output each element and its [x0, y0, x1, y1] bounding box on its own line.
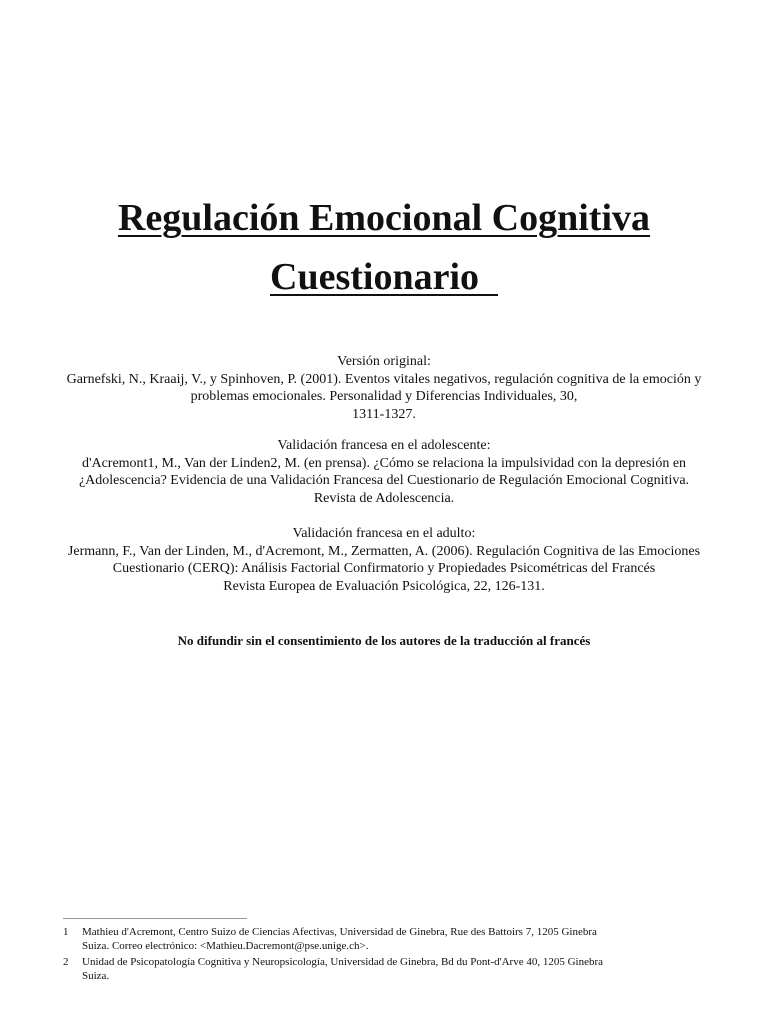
citation-line: 1311-1327.	[352, 406, 416, 422]
footnote-line: Suiza. Correo electrónico: <Mathieu.Dacremont@pse.unige.ch>.	[82, 940, 369, 952]
citation-line: Garnefski, N., Kraaij, V., y Spinhoven, P. (2001). Eventos vitales negativos, regulación cognitiva de la emoción y	[66, 371, 702, 387]
footnote-line: Mathieu d'Acremont, Centro Suizo de Ciencias Afectivas, Universidad de Ginebra, Rue des Battoirs 7, 1205 Ginebra	[82, 926, 597, 938]
section-heading: Validación francesa en el adulto:	[292, 526, 476, 541]
citation-line: Jermann, F., Van der Linden, M., d'Acremont, M., Zermatten, A. (2006). Regulación Cognitiva de las Emociones	[67, 543, 701, 559]
citation-line: Cuestionario (CERQ): Análisis Factorial Confirmatorio y Propiedades Psicométricas del Francés	[112, 561, 656, 576]
section-heading: Versión original:	[337, 354, 431, 369]
footnote-divider	[63, 918, 247, 919]
footnote-1	[63, 925, 663, 953]
citation-line: problemas emocionales. Personalidad y Diferencias Individuales, 30,	[190, 389, 578, 404]
adolescent-validation-section	[40, 437, 728, 507]
distribution-notice: No difundir sin el consentimiento de los autores de la traducción al francés	[177, 633, 591, 648]
citation-line: ¿Adolescencia? Evidencia de una Validación Francesa del Cuestionario de Regulación Emocional Cognitiva.	[78, 473, 690, 488]
footnote-2	[63, 955, 663, 983]
adult-validation-section	[40, 525, 728, 595]
title-text: Regulación Emocional Cognitiva	[117, 197, 651, 239]
citation-line: Revista Europea de Evaluación Psicológica, 22, 126-131.	[223, 578, 545, 594]
citation-line: Revista de Adolescencia.	[313, 490, 455, 506]
footnote-number: 2	[63, 956, 69, 968]
citation-line: d'Acremont1, M., Van der Linden2, M. (en prensa). ¿Cómo se relaciona la impulsividad con la depresión en	[81, 455, 687, 471]
footnote-number: 1	[63, 926, 69, 938]
footnote-line: Suiza.	[82, 970, 110, 982]
document-title-line-2	[0, 258, 768, 296]
original-version-section	[40, 353, 728, 423]
footnotes	[63, 925, 663, 985]
document-title-line-1	[0, 199, 768, 237]
section-heading: Validación francesa en el adolescente:	[277, 438, 491, 453]
footnote-line: Unidad de Psicopatología Cognitiva y Neuropsicología, Universidad de Ginebra, Bd du Pont-d'Arve 40, 1205 Ginebra	[82, 956, 604, 968]
title-text: Cuestionario	[270, 256, 498, 298]
